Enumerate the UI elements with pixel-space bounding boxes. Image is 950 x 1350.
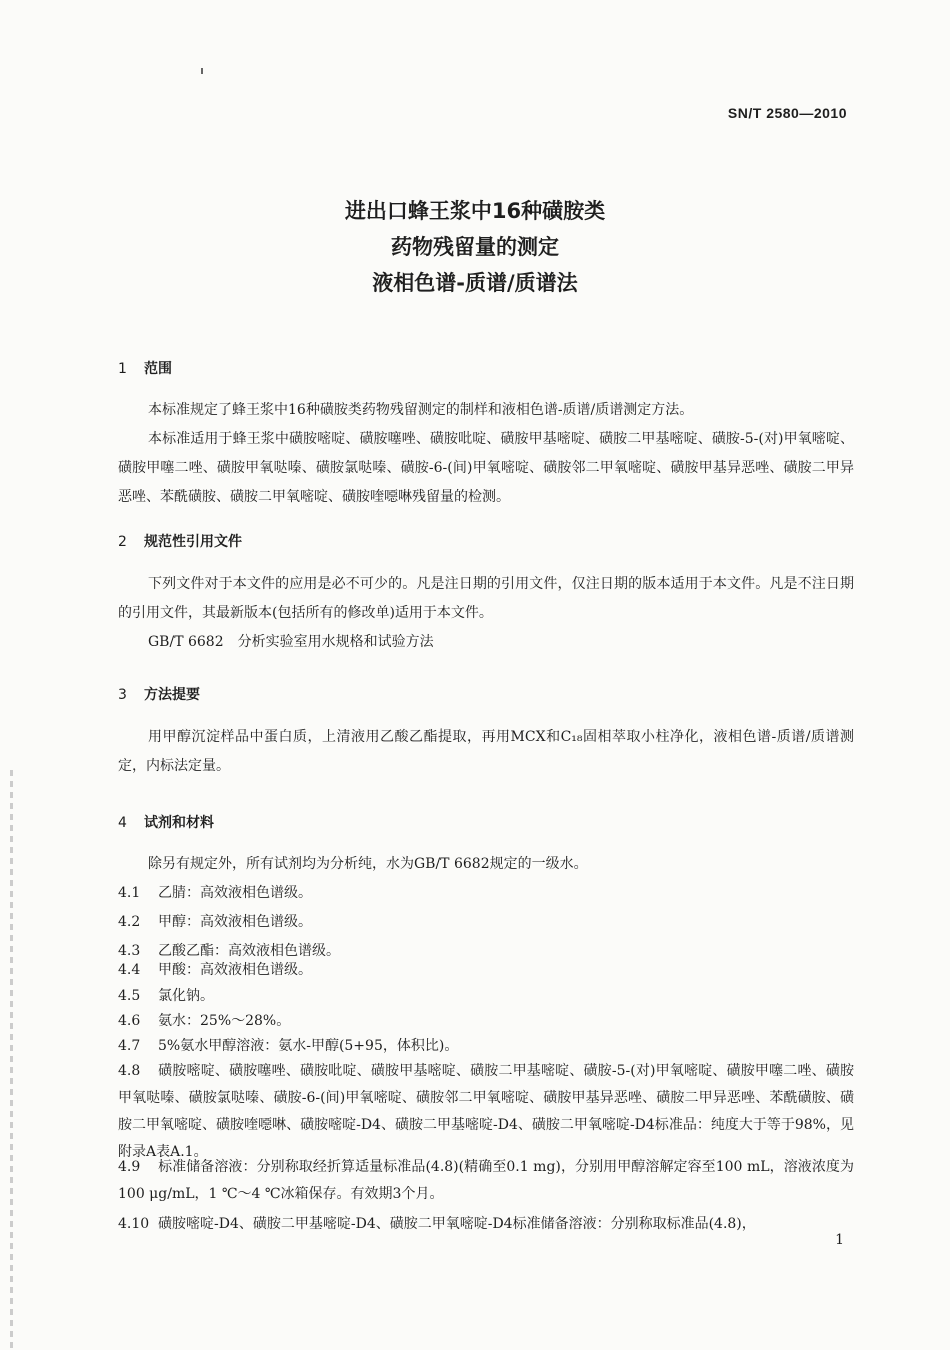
section-3-paragraph-1: 用甲醇沉淀样品中蛋白质，上清液用乙酸乙酯提取，再用MCX和C₁₈固相萃取小柱净化，液相色谱-质谱/质谱测定，内标法定量。 — [118, 729, 854, 774]
item-number: 4.6 — [118, 1013, 141, 1029]
section-2-heading — [118, 531, 242, 551]
item-number: 4.9 — [118, 1159, 141, 1175]
item-text: 5%氨水甲醇溶液：氨水-甲醇(5+95，体积比)。 — [158, 1038, 459, 1054]
item-number: 4.5 — [118, 988, 141, 1004]
page-number: 1 — [835, 1232, 844, 1248]
list-item — [118, 1154, 854, 1208]
item-number: 4.3 — [118, 943, 141, 959]
list-item — [118, 956, 854, 985]
list-item — [118, 908, 854, 937]
title-line-1: 进出口蜂王浆中16种磺胺类 — [344, 199, 606, 223]
section-number: 2 — [118, 534, 127, 550]
item-text: 磺胺嘧啶-D4、磺胺二甲基嘧啶-D4、磺胺二甲氧嘧啶-D4标准储备溶液：分别称取标准品(4.8)， — [158, 1216, 756, 1232]
section-2-paragraph-1: 下列文件对于本文件的应用是必不可少的。凡是注日期的引用文件，仅注日期的版本适用于本文件。凡是不注日期的引用文件，其最新版本(包括所有的修改单)适用于本文件。 — [118, 576, 854, 621]
item-text: 甲醇：高效液相色谱级。 — [158, 914, 312, 930]
section-title: 试剂和材料 — [144, 815, 214, 831]
section-title: 方法提要 — [144, 687, 200, 703]
item-text: 氯化钠。 — [158, 988, 214, 1004]
item-text: 乙酸乙酯：高效液相色谱级。 — [158, 943, 340, 959]
section-1-paragraph-1: 本标准规定了蜂王浆中16种磺胺类药物残留测定的制样和液相色谱-质谱/质谱测定方法。 — [148, 402, 694, 418]
item-number: 4.4 — [118, 962, 141, 978]
item-text: 乙腈：高效液相色谱级。 — [158, 885, 312, 901]
item-text: 氨水：25%～28%。 — [158, 1013, 291, 1029]
list-item — [118, 1032, 854, 1061]
item-number: 4.2 — [118, 914, 141, 930]
section-4-intro: 除另有规定外，所有试剂均为分析纯，水为GB/T 6682规定的一级水。 — [148, 856, 588, 872]
title-line-2: 药物残留量的测定 — [391, 235, 559, 259]
standard-code: SN/T 2580—2010 — [727, 105, 847, 121]
scan-edge-mark — [10, 770, 13, 1350]
document-title — [0, 193, 950, 301]
section-number: 3 — [118, 687, 127, 703]
item-number: 4.7 — [118, 1038, 141, 1054]
section-3-heading — [118, 684, 200, 704]
item-number: 4.1 — [118, 885, 141, 901]
item-number: 4.8 — [118, 1063, 141, 1079]
section-title: 规范性引用文件 — [144, 534, 242, 550]
item-number: 4.10 — [118, 1216, 150, 1232]
section-number: 4 — [118, 815, 127, 831]
list-item — [118, 879, 854, 908]
section-title: 范围 — [144, 361, 172, 377]
section-number: 1 — [118, 361, 127, 377]
item-text: 磺胺嘧啶、磺胺噻唑、磺胺吡啶、磺胺甲基嘧啶、磺胺二甲基嘧啶、磺胺-5-(对)甲氧嘧啶、磺胺甲噻二唑、磺胺甲氧哒嗪、磺胺氯哒嗪、磺胺-6-(间)甲氧嘧啶、磺胺邻二甲氧嘧啶、磺胺甲基异恶唑、磺胺二甲异恶唑、苯酰磺胺、磺胺二甲氧嘧啶、磺胺喹噁啉、磺胺嘧啶-D4、磺胺二甲基嘧啶-D4、磺胺二甲氧嘧啶-D4标准品：纯度大于等于98%，见附录A表A.1。 — [118, 1063, 854, 1160]
scan-speck — [201, 68, 203, 74]
item-text: 标准储备溶液：分别称取经折算适量标准品(4.8)(精确至0.1 mg)，分别用甲醇溶解定容至100 mL，溶液浓度为100 μg/mL，1 ℃～4 ℃冰箱保存。有效期3个月。 — [118, 1159, 854, 1202]
list-item — [118, 1058, 854, 1166]
normative-reference: GB/T 6682 分析实验室用水规格和试验方法 — [148, 634, 434, 650]
list-item — [118, 1210, 854, 1239]
section-4-heading — [118, 812, 214, 832]
section-1-paragraph-2: 本标准适用于蜂王浆中磺胺嘧啶、磺胺噻唑、磺胺吡啶、磺胺甲基嘧啶、磺胺二甲基嘧啶、磺胺-5-(对)甲氧嘧啶、磺胺甲噻二唑、磺胺甲氧哒嗪、磺胺氯哒嗪、磺胺-6-(间)甲氧嘧啶、磺胺邻二甲氧嘧啶、磺胺甲基异恶唑、磺胺二甲异恶唑、苯酰磺胺、磺胺二甲氧嘧啶、磺胺喹噁啉残留量的检测。 — [118, 431, 854, 505]
title-line-3: 液相色谱-质谱/质谱法 — [372, 271, 578, 295]
item-text: 甲酸：高效液相色谱级。 — [158, 962, 312, 978]
section-1-heading — [118, 358, 172, 378]
